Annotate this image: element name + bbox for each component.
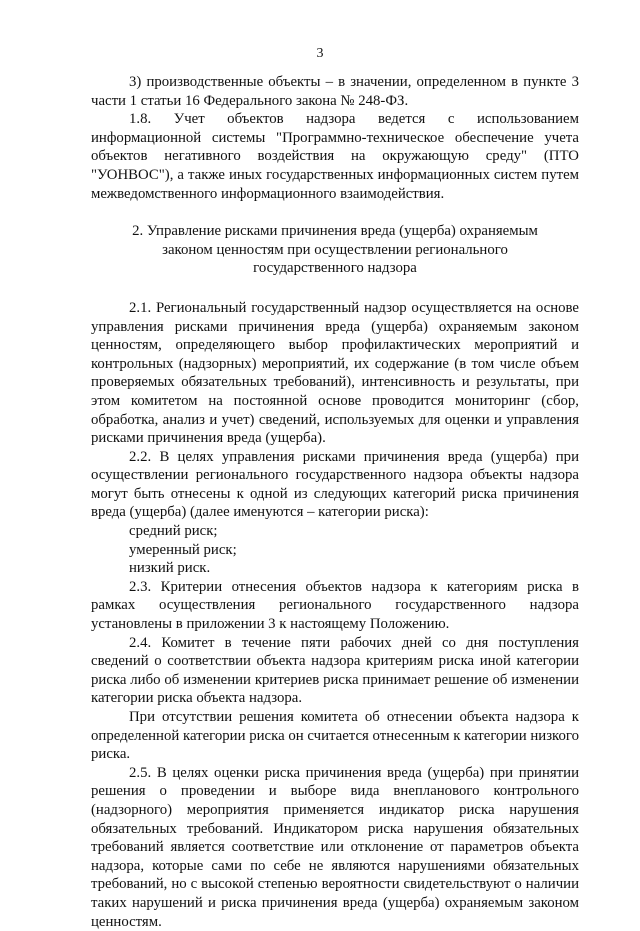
- paragraph-2-5: 2.5. В целях оценки риска причинения вреда (ущерба) при принятии решения о проведении и выборе вида внепланового контрольного (надзорного) мероприятия применяется индикатор риска нарушения обязательных требований. Индикатором риска нарушения обязательных требований является соответствие или отклонение от параметров объекта надзора, которые сами по себе не являются нарушениями обязательных требований, но с высокой степенью вероятности свидетельствуют о наличии таких нарушений и риска причинения вреда (ущерба) охраняемым законом ценностям.: [91, 764, 579, 930]
- heading-line-2: законом ценностям при осуществлении регионального: [162, 241, 508, 258]
- paragraph-2-3: 2.3. Критерии отнесения объектов надзора к категориям риска в рамках осуществления регионального государственного надзора установлены в приложении 3 к настоящему Положению.: [91, 578, 579, 633]
- risk-category-moderate: умеренный риск;: [129, 541, 237, 558]
- heading-line-3: государственного надзора: [253, 260, 417, 277]
- document-body: [91, 73, 579, 931]
- paragraph-3-production-objects: 3) производственные объекты – в значении, определенном в пункте 3 части 1 статьи 16 Федерального закона № 248-ФЗ.: [91, 74, 579, 109]
- heading-line-1: 2. Управление рисками причинения вреда (ущерба) охраняемым: [132, 223, 538, 240]
- paragraph-2-4: 2.4. Комитет в течение пяти рабочих дней со дня поступления сведений о соответствии объекта надзора критериям риска иной категории риска либо об изменении критериев риска принимает решение об изменении категории риска объекта надзора.: [91, 634, 579, 707]
- paragraph-1-8: 1.8. Учет объектов надзора ведется с использованием информационной системы "Программно-техническое обеспечение учета объектов негативного воздействия на окружающую среду" (ПТО "УОНВОС"), а также иных государственных информационных систем путем межведомственного информационного взаимодействия.: [91, 111, 579, 202]
- paragraph-2-1: 2.1. Региональный государственный надзор осуществляется на основе управления рисками причинения вреда (ущерба) охраняемым законом ценностям, определяющего выбор профилактических мероприятий и контрольных (надзорных) мероприятий, их содержание (в том числе объем проверяемых обязательных требований), интенсивность и результаты, при этом комитетом на постоянной основе проводится мониторинг (сбор, обработка, анализ и учет) сведений, используемых для оценки и управления рисками причинения вреда (ущерба).: [91, 299, 579, 447]
- risk-category-low: низкий риск.: [129, 560, 211, 577]
- paragraph-default-low-risk: При отсутствии решения комитета об отнесении объекта надзора к определенной категории риска он считается отнесенным к категории низкого риска.: [91, 709, 579, 763]
- risk-category-medium: средний риск;: [129, 523, 218, 540]
- section-2-heading: [91, 222, 579, 278]
- page-number: 3: [316, 46, 324, 61]
- paragraph-2-2: 2.2. В целях управления рисками причинения вреда (ущерба) при осуществлении регионального государственного надзора объекты надзора могут быть отнесены к одной из следующих категорий риска причинения вреда (ущерба) (далее именуются – категории риска):: [91, 448, 579, 521]
